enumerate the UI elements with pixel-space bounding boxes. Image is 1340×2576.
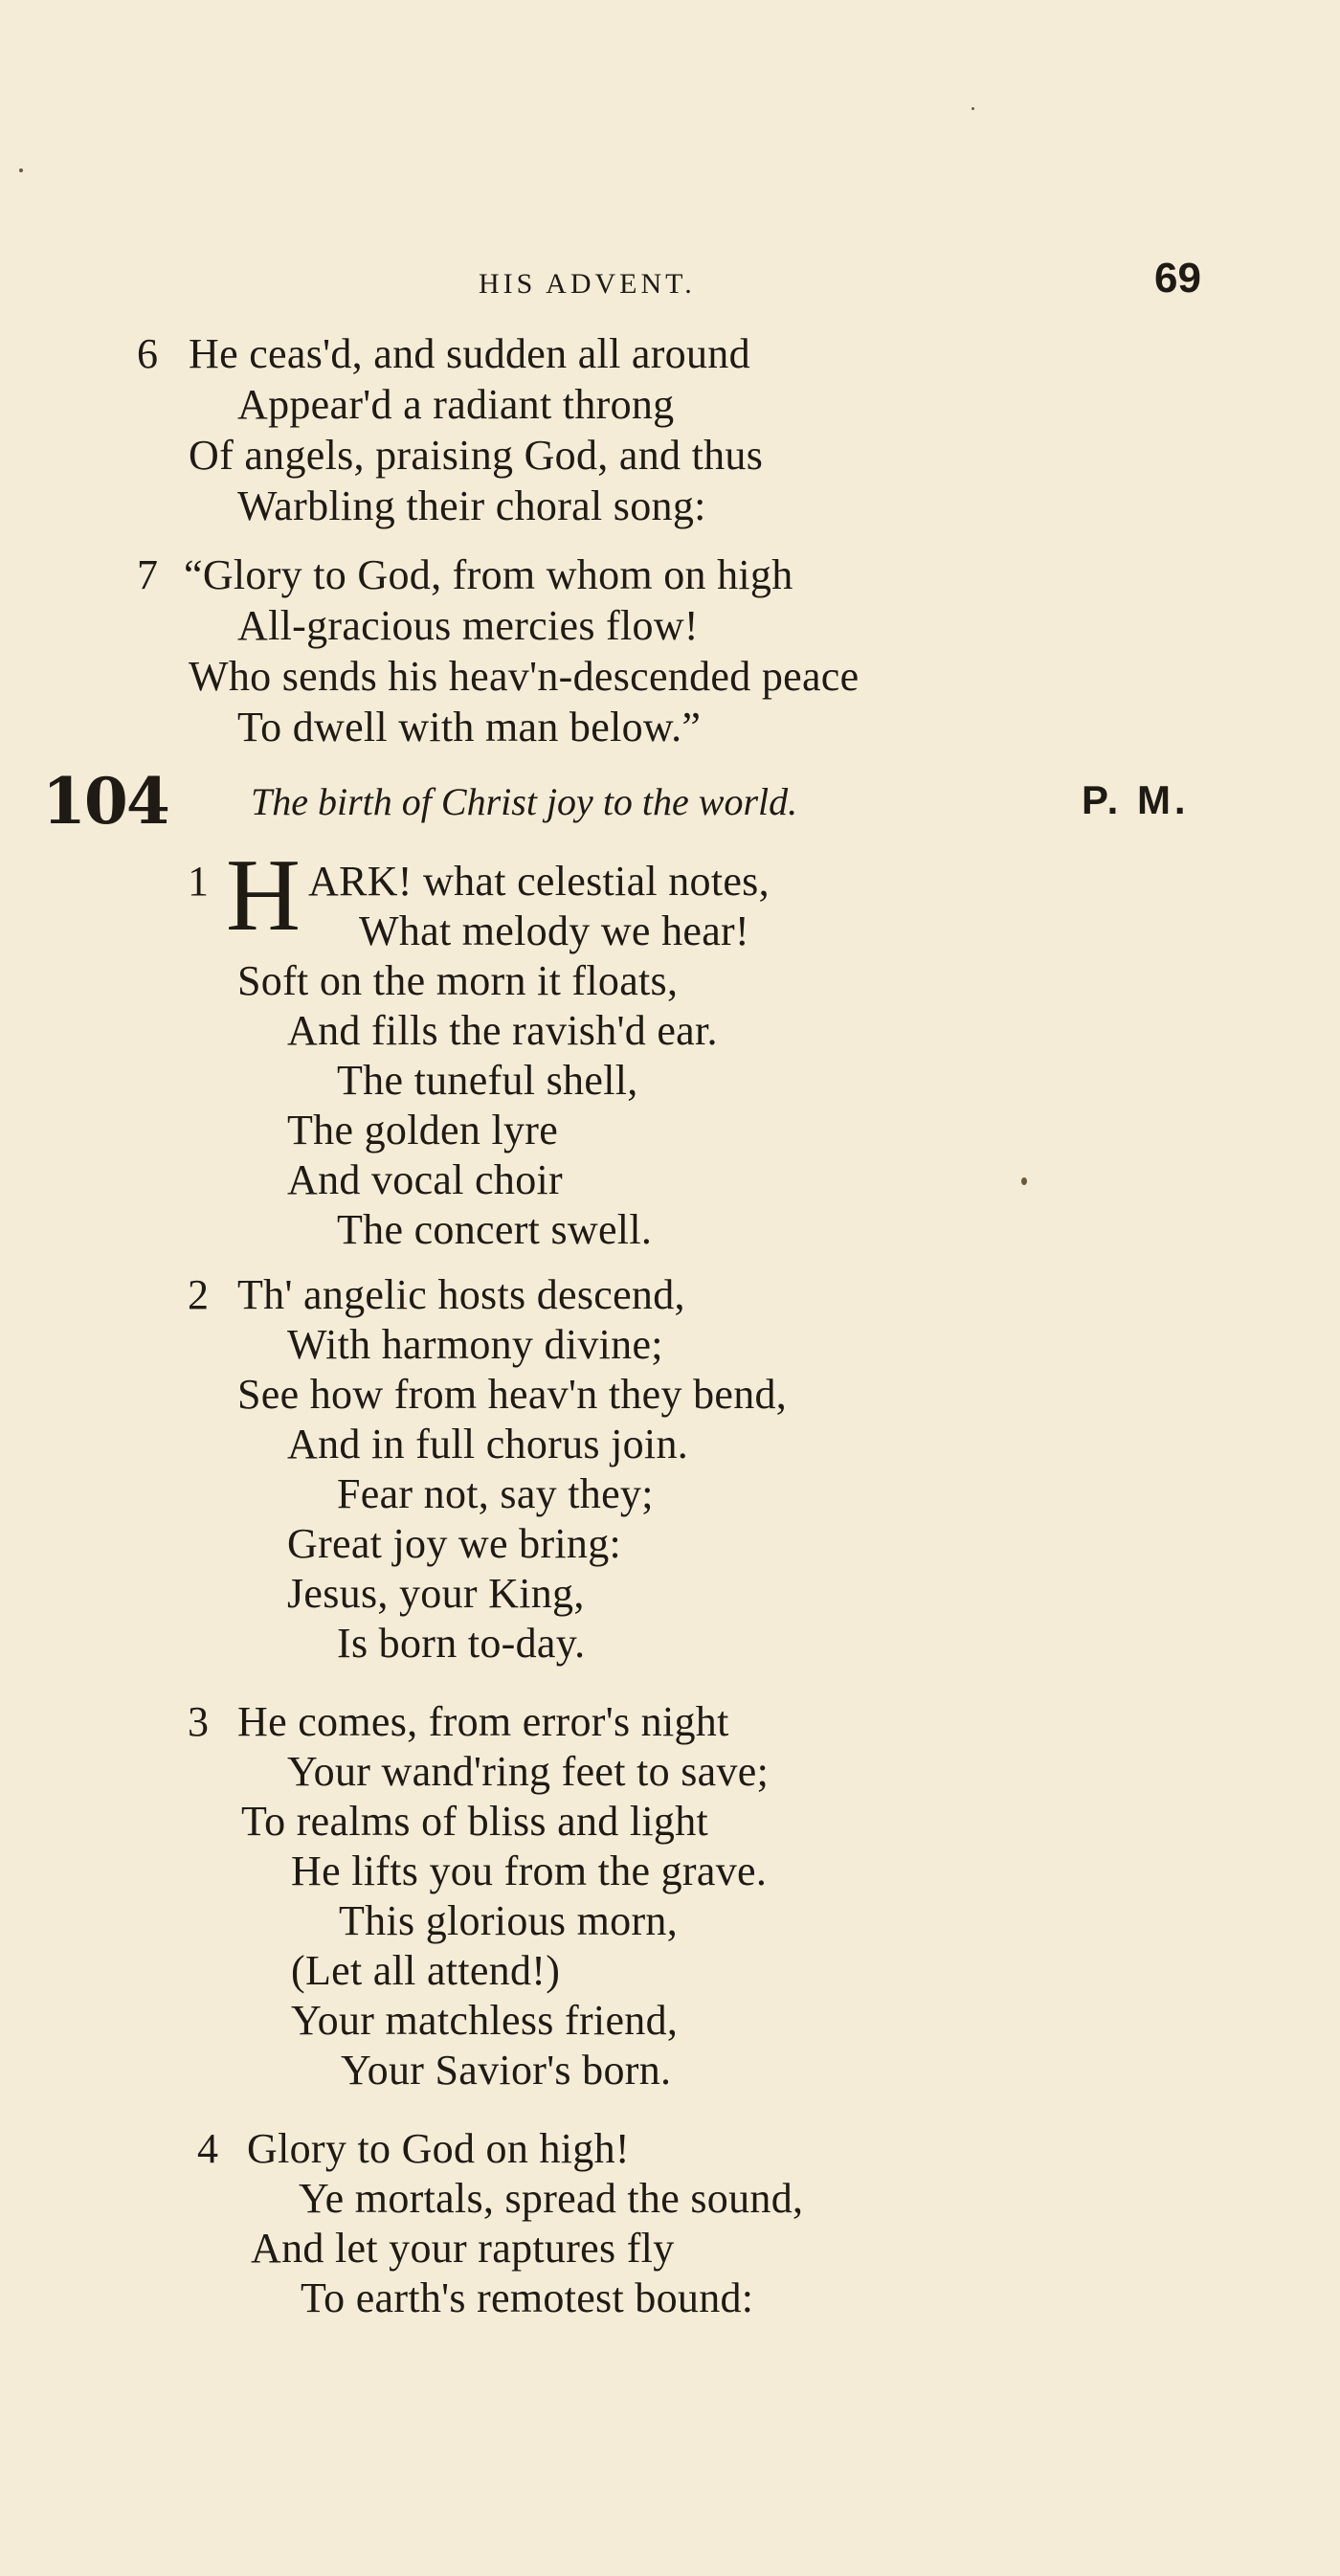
verse-line: To earth's remotest bound: — [301, 2274, 754, 2321]
page-number: 69 — [1154, 255, 1201, 302]
verse-line: Glory to God on high! — [247, 2125, 630, 2172]
stanza-number: 1 — [188, 858, 209, 905]
ink-speck — [1021, 1177, 1027, 1185]
stanza-number: 4 — [197, 2125, 218, 2172]
verse-line: He ceas'd, and sudden all around — [189, 330, 750, 377]
verse-line: (Let all attend!) — [291, 1947, 561, 1994]
verse-line: Th' angelic hosts descend, — [237, 1271, 685, 1318]
verse-line: With harmony divine; — [287, 1321, 663, 1368]
stanza-number: 2 — [188, 1271, 209, 1318]
ink-speck — [19, 168, 23, 172]
stanza-number: 6 — [137, 330, 158, 377]
verse-line: Soft on the morn it floats, — [237, 957, 679, 1004]
verse-line: This glorious morn, — [339, 1897, 679, 1944]
verse-line: Ye mortals, spread the sound, — [299, 2175, 804, 2222]
verse-line: Warbling their choral song: — [237, 482, 706, 529]
hymn-title: The birth of Christ joy to the world. — [251, 780, 798, 823]
hymn-meter: P. M. — [1082, 777, 1190, 822]
verse-line: Your Savior's born. — [341, 2047, 672, 2094]
verse-line: He lifts you from the grave. — [291, 1848, 768, 1894]
verse-line: The tuneful shell, — [337, 1057, 638, 1104]
verse-line: To dwell with man below.” — [237, 704, 702, 750]
verse-line: Your matchless friend, — [291, 1997, 679, 2044]
verse-line: And in full chorus join. — [287, 1421, 689, 1467]
verse-line: Of angels, praising God, and thus — [189, 432, 764, 479]
verse-line: The concert swell. — [337, 1206, 653, 1253]
ink-speck — [972, 107, 974, 110]
stanza-number: 7 — [137, 551, 158, 598]
hymn-number: 104 — [42, 764, 168, 839]
verse-line: Who sends his heav'n-descended peace — [189, 653, 860, 700]
verse-line: Jesus, your King, — [287, 1570, 585, 1617]
verse-line: All-gracious mercies flow! — [237, 602, 699, 649]
verse-line: The golden lyre — [287, 1107, 559, 1154]
verse-line: To realms of bliss and light — [241, 1798, 709, 1845]
drop-cap: H — [226, 839, 301, 952]
verse-line: And fills the ravish'd ear. — [287, 1007, 718, 1054]
verse-line: He comes, from error's night — [237, 1698, 729, 1745]
verse-line: Great joy we bring: — [287, 1520, 622, 1567]
verse-line: “Glory to God, from whom on high — [184, 551, 793, 598]
verse-line: Fear not, say they; — [337, 1470, 654, 1517]
verse-line: See how from heav'n they bend, — [237, 1371, 788, 1418]
verse-line: What melody we hear! — [359, 907, 749, 954]
verse-line: And let your raptures fly — [251, 2225, 675, 2272]
verse-line: And vocal choir — [287, 1156, 563, 1203]
verse-line: Appear'd a radiant throng — [237, 381, 675, 428]
running-head: HIS ADVENT. — [479, 268, 696, 300]
stanza-number: 3 — [188, 1698, 209, 1745]
verse-line: Is born to-day. — [337, 1620, 586, 1667]
verse-line: Your wand'ring feet to save; — [287, 1748, 770, 1795]
verse-line: ARK! what celestial notes, — [308, 858, 770, 905]
